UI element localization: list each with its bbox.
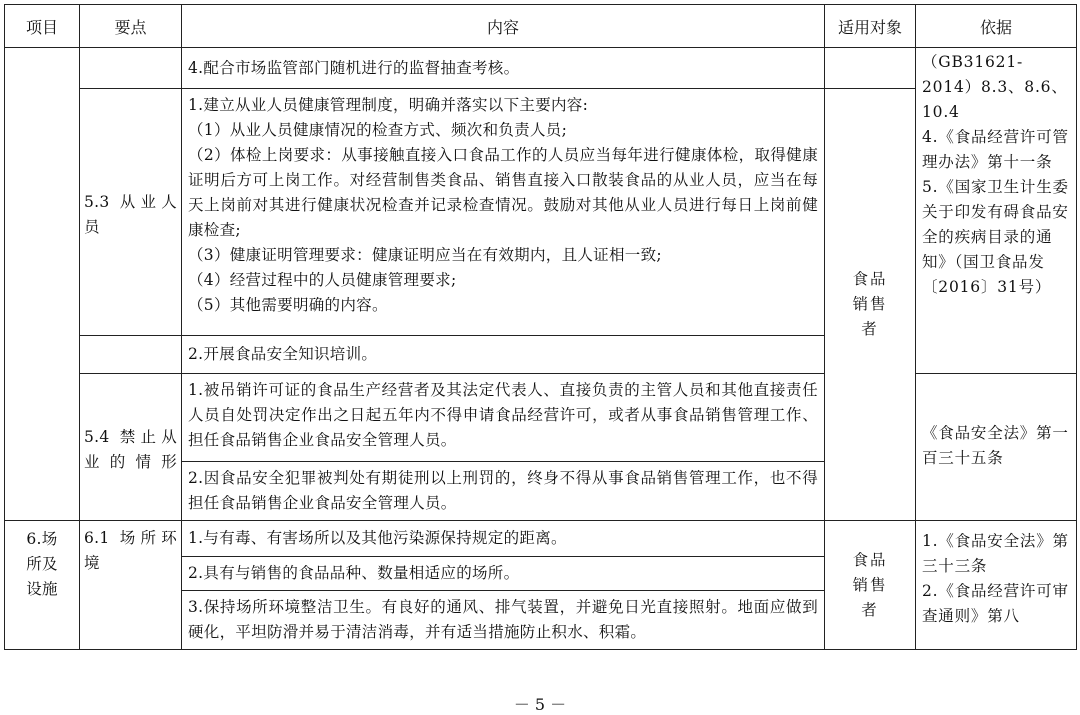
project-cell bbox=[5, 521, 80, 650]
content-line: （5）其他需要明确的内容。 bbox=[188, 296, 388, 314]
content-line: （3）健康证明管理要求：健康证明应当在有效期内，且人证相一致; bbox=[188, 246, 662, 264]
page-number: － 5 － bbox=[513, 695, 567, 714]
key-point-text: 6.1 场所环境 bbox=[84, 529, 177, 572]
content-text: 2.开展食品安全知识培训。 bbox=[188, 345, 378, 363]
content-cell bbox=[182, 462, 825, 521]
key-point-cell bbox=[80, 521, 182, 650]
key-point-cell bbox=[80, 374, 182, 521]
header-project: 项目 bbox=[5, 5, 80, 48]
target-text: 食品销售者 bbox=[852, 550, 888, 619]
content-cell bbox=[182, 374, 825, 462]
content-cell bbox=[182, 557, 825, 591]
key-point-cell bbox=[80, 89, 182, 336]
target-cell bbox=[825, 521, 916, 650]
content-cell bbox=[182, 521, 825, 557]
target-text: 食品销售者 bbox=[852, 270, 888, 338]
content-cell bbox=[182, 48, 825, 89]
content-text: 1.被吊销许可证的食品生产经营者及其法定代表人、直接负责的主管人员和其他直接责任人员自处罚决定作出之日起五年内不得申请食品经营许可，或者从事食品销售管理工作、担任食品销售企业食品安全管理人员。 bbox=[188, 381, 818, 449]
content-cell bbox=[182, 591, 825, 650]
table-row bbox=[5, 48, 1077, 89]
regulation-table bbox=[4, 4, 1077, 650]
content-text: 3.保持场所环境整洁卫生。有良好的通风、排气装置，并避免日光直接照射。地面应做到硬化，平坦防滑并易于清洁消毒，并有适当措施防止积水、积霜。 bbox=[188, 598, 818, 641]
header-target: 适用对象 bbox=[825, 5, 916, 48]
content-text: 2.具有与销售的食品品种、数量相适应的场所。 bbox=[188, 564, 520, 582]
content-line: 1.建立从业人员健康管理制度，明确并落实以下主要内容: bbox=[188, 96, 589, 114]
table-header-row bbox=[5, 5, 1077, 48]
content-line: （2）体检上岗要求：从事接触直接入口食品工作的人员应当每年进行健康体检，取得健康证明后方可上岗工作。对经营制售类食品、销售直接入口散装食品的从业人员，应当在每天上岗前对其进行健康状况检查并记录检查情况。鼓励对其他从业人员进行每日上岗前健康检查; bbox=[188, 146, 818, 239]
content-list bbox=[182, 89, 824, 322]
target-cell bbox=[825, 89, 916, 521]
key-point-text: 5.4 禁止从业的情形 bbox=[84, 427, 177, 471]
key-point-text: 5.3 从业人员 bbox=[84, 192, 177, 236]
basis-cell bbox=[916, 521, 1077, 650]
header-basis: 依据 bbox=[916, 5, 1077, 48]
project-text: 6.场所及设施 bbox=[26, 530, 58, 598]
content-line: （4）经营过程中的人员健康管理要求; bbox=[188, 271, 457, 289]
content-text: 1.与有毒、有害场所以及其他污染源保持规定的距离。 bbox=[188, 529, 567, 547]
key-cell-empty bbox=[80, 48, 182, 89]
basis-text: 1.《食品安全法》第三十三条 2.《食品经营许可审查通则》第八 bbox=[922, 532, 1069, 625]
content-text: 2.因食品安全犯罪被判处有期徒刑以上刑罚的，终身不得从事食品销售管理工作，也不得担任食品销售企业食品安全管理人员。 bbox=[188, 469, 818, 512]
basis-cell bbox=[916, 48, 1077, 374]
basis-text: 《食品安全法》第一百三十五条 bbox=[922, 424, 1069, 467]
basis-cell bbox=[916, 374, 1077, 521]
content-text: 4.配合市场监管部门随机进行的监督抽查考核。 bbox=[188, 58, 520, 77]
content-cell bbox=[182, 89, 825, 336]
target-cell-empty bbox=[825, 48, 916, 89]
key-cell-empty bbox=[80, 336, 182, 374]
basis-text: （GB31621-2014）8.3、8.6、10.4 4.《食品经营许可管理办法》第十一条 5.《国家卫生计生委关于印发有碍食品安全的疾病目录的通知》（国卫食品发〔2016〕31号） bbox=[922, 53, 1069, 296]
table-row bbox=[5, 374, 1077, 462]
content-line: （1）从业人员健康情况的检查方式、频次和负责人员; bbox=[188, 121, 568, 139]
header-key-point: 要点 bbox=[80, 5, 182, 48]
table-row bbox=[5, 521, 1077, 557]
content-cell bbox=[182, 336, 825, 374]
header-content: 内容 bbox=[182, 5, 825, 48]
project-cell-empty bbox=[5, 48, 80, 521]
